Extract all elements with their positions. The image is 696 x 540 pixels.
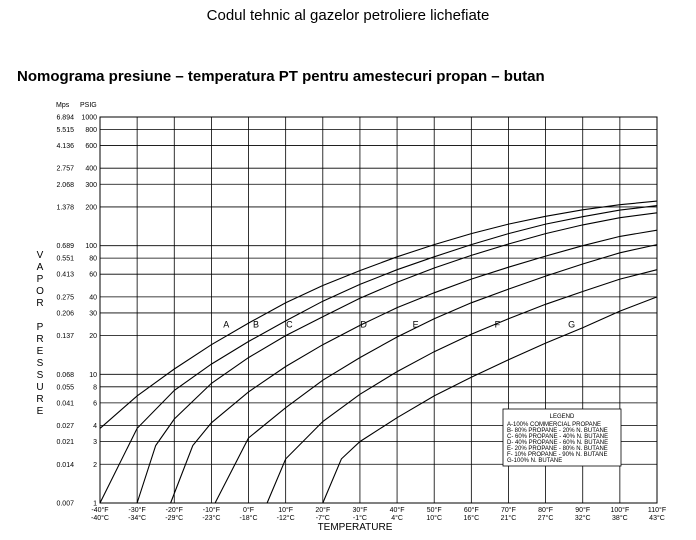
series-label-A: A: [223, 319, 230, 330]
y-axis-label-glyph: E: [36, 406, 44, 417]
y-unit-mps: Mps: [56, 102, 70, 109]
y-tick-psig: 3: [93, 439, 97, 447]
y-tick-psig: 6: [93, 400, 97, 408]
y-axis-ticks: [56, 115, 97, 508]
x-tick-c: 27°C: [537, 515, 554, 522]
series-label-E: E: [412, 319, 419, 330]
y-tick-mps: 0.014: [56, 461, 74, 469]
y-tick-mps: 0.021: [56, 439, 74, 447]
x-tick-c: -40°C: [91, 515, 109, 522]
x-tick-c: -18°C: [239, 515, 258, 522]
y-tick-mps: 4.136: [56, 143, 74, 151]
y-tick-mps: 0.689: [56, 243, 74, 251]
x-tick-c: 32°C: [574, 515, 591, 522]
y-tick-mps: 0.041: [56, 400, 74, 408]
y-tick-psig: 30: [89, 310, 97, 318]
x-tick-c: 4°C: [391, 515, 403, 522]
y-tick-psig: 1: [93, 500, 97, 508]
document-header: Codul tehnic al gazelor petroliere lichefiate: [206, 7, 490, 24]
x-axis-ticks: [91, 506, 666, 522]
y-axis-label-glyph: S: [36, 370, 44, 381]
y-tick-psig: 80: [89, 255, 97, 263]
series-label-C: C: [286, 319, 293, 330]
x-tick-f: 70°F: [501, 507, 516, 514]
series-label-D: D: [360, 319, 367, 330]
legend-entry: G-100% N. BUTANE: [507, 458, 563, 464]
x-tick-c: -1°C: [352, 515, 367, 522]
x-tick-f: -20°F: [165, 507, 183, 514]
y-tick-psig: 400: [85, 165, 97, 173]
y-tick-psig: 40: [89, 294, 97, 302]
x-tick-f: 0°F: [243, 507, 255, 514]
x-tick-f: 110°F: [647, 507, 667, 514]
x-tick-c: -23°C: [202, 515, 221, 522]
x-tick-c: 43°C: [649, 515, 665, 522]
x-tick-f: 90°F: [575, 507, 591, 514]
series-curve-G: [323, 297, 657, 503]
y-axis-label: [36, 250, 44, 417]
y-axis-label-glyph: V: [36, 250, 44, 261]
x-tick-f: 100°F: [610, 507, 630, 514]
legend-title: LEGEND: [549, 414, 575, 420]
series-label-F: F: [494, 319, 501, 330]
x-tick-f: 50°F: [426, 507, 442, 514]
x-tick-c: 38°C: [612, 515, 628, 522]
y-tick-psig: 800: [85, 126, 97, 134]
y-unit-psig: PSIG: [80, 102, 97, 109]
x-tick-c: -7°C: [315, 515, 330, 522]
x-tick-f: 40°F: [389, 507, 405, 514]
series-curve-A: [100, 201, 657, 428]
y-tick-psig: 1000: [81, 114, 97, 122]
y-tick-mps: 0.007: [56, 500, 74, 508]
y-tick-mps: 0.206: [56, 310, 74, 318]
y-axis-label-glyph: A: [36, 262, 44, 273]
y-axis-label-glyph: R: [36, 394, 44, 405]
y-tick-mps: 6.894: [56, 114, 74, 122]
legend-entry: C- 60% PROPANE - 40% N. BUTANE: [507, 434, 609, 440]
x-tick-f: -40°F: [91, 507, 109, 514]
y-axis-label-glyph: P: [36, 274, 44, 285]
y-axis-label-glyph: O: [36, 286, 44, 297]
x-tick-f: 20°F: [315, 507, 331, 514]
y-tick-psig: 20: [89, 333, 97, 341]
x-tick-c: -29°C: [165, 515, 184, 522]
x-tick-c: 16°C: [463, 515, 480, 522]
legend-entry: D- 40% PROPANE - 60% N. BUTANE: [507, 440, 609, 446]
x-tick-f: -10°F: [202, 507, 221, 514]
x-tick-c: -12°C: [276, 515, 295, 522]
y-tick-mps: 1.378: [56, 204, 74, 212]
x-tick-c: 10°C: [426, 515, 443, 522]
y-tick-mps: 0.413: [56, 271, 74, 279]
y-axis-label-glyph: R: [36, 334, 44, 345]
y-tick-psig: 60: [89, 271, 97, 279]
x-tick-c: 21°C: [500, 515, 517, 522]
y-tick-psig: 2: [93, 461, 97, 469]
legend-entry: B- 80% PROPANE - 20% N. BUTANE: [507, 428, 608, 434]
legend-entry: A-100% COMMERCIAL PROPANE: [507, 422, 602, 428]
y-tick-mps: 2.757: [56, 165, 74, 173]
x-tick-f: 30°F: [352, 507, 368, 514]
series-label-G: G: [568, 319, 576, 330]
y-tick-psig: 200: [85, 204, 97, 212]
y-axis-label-glyph: E: [36, 346, 44, 357]
x-tick-c: -34°C: [128, 515, 147, 522]
y-tick-mps: 0.055: [56, 384, 74, 392]
y-tick-mps: 0.137: [56, 333, 74, 341]
series-curve-F: [267, 270, 657, 503]
y-tick-mps: 0.027: [56, 423, 74, 431]
y-axis-label-glyph: R: [36, 298, 44, 309]
y-tick-mps: 5.515: [56, 126, 74, 134]
legend: [503, 409, 621, 466]
y-tick-mps: 2.068: [56, 181, 74, 189]
y-tick-psig: 600: [85, 143, 97, 151]
y-tick-psig: 300: [85, 181, 97, 189]
series-label-B: B: [252, 319, 259, 330]
y-axis-label-glyph: U: [36, 382, 44, 393]
x-tick-f: 60°F: [463, 507, 479, 514]
x-tick-f: -30°F: [128, 507, 146, 514]
y-tick-mps: 0.551: [56, 255, 74, 263]
x-axis-label: TEMPERATURE: [317, 522, 393, 533]
x-tick-f: 10°F: [278, 507, 294, 514]
chart-title: Nomograma presiune – temperatura PT pentru amestecuri propan – butan: [17, 68, 545, 85]
y-tick-mps: 0.275: [56, 294, 74, 302]
legend-entry: F- 10% PROPANE - 90% N. BUTANE: [507, 452, 608, 458]
y-tick-psig: 4: [93, 423, 97, 431]
x-tick-f: 80°F: [538, 507, 554, 514]
y-tick-psig: 100: [85, 243, 97, 251]
y-tick-psig: 8: [93, 384, 97, 392]
y-tick-psig: 10: [89, 371, 97, 379]
y-tick-mps: 0.068: [56, 371, 74, 379]
y-axis-label-glyph: S: [36, 358, 44, 369]
legend-entry: E- 20% PROPANE - 80% N. BUTANE: [507, 446, 608, 452]
y-axis-label-glyph: P: [36, 322, 44, 333]
